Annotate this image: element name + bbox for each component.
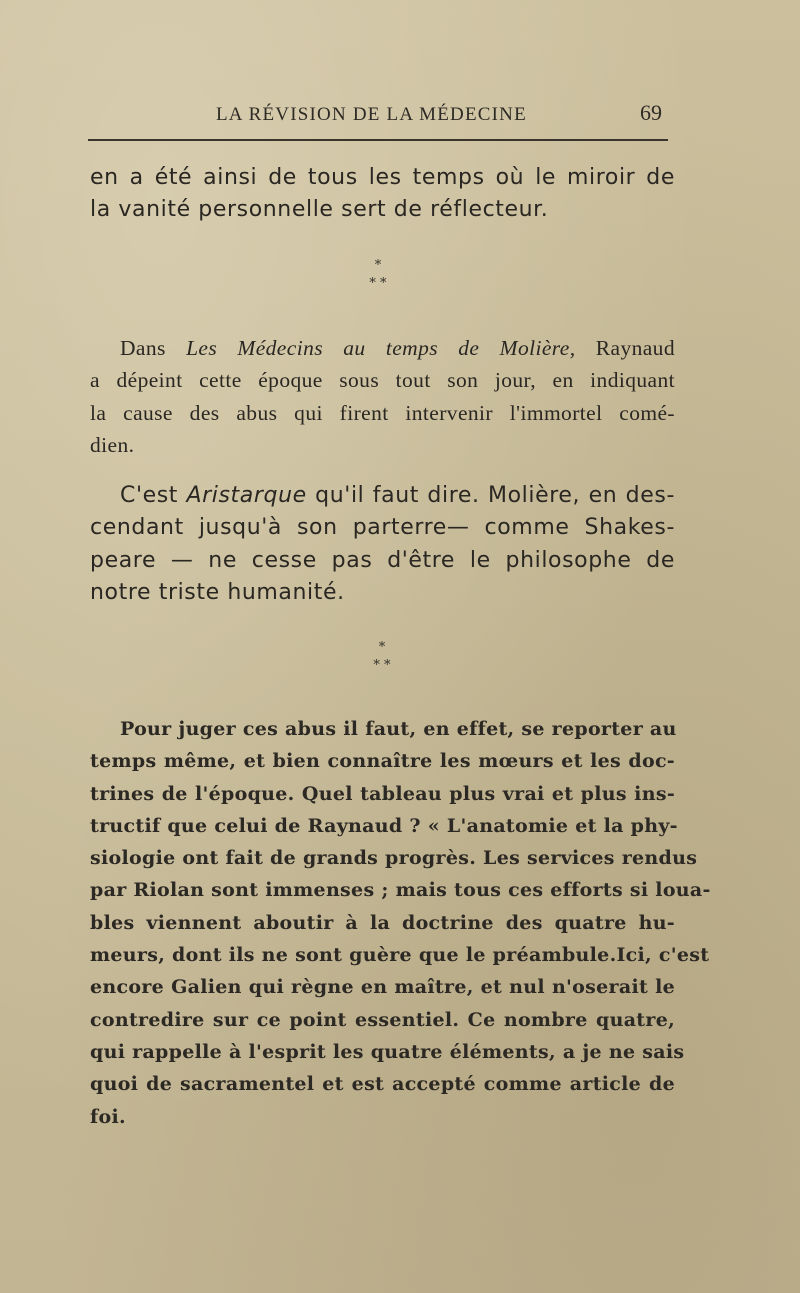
asterism-top: * <box>378 640 386 655</box>
text-fragment: Raynaud <box>575 336 675 360</box>
text-fragment: qu'il faut dire. Molière, en des- <box>306 483 675 508</box>
text-fragment: C'est <box>120 483 187 508</box>
text-line: par Riolan sont immenses ; mais tous ces efforts si loua- <box>90 879 711 902</box>
paragraph-3 <box>90 480 675 609</box>
text-line: temps même, et bien connaître les mœurs et les doc- <box>90 750 675 773</box>
play-title-italic: Aristarque <box>186 483 307 508</box>
text-line: notre triste humanité. <box>90 579 345 605</box>
text-line: Pour juger ces abus il faut, en effet, se reporter au <box>120 718 677 740</box>
text-line: la cause des abus qui firent intervenir l'immortel comé- <box>90 400 675 425</box>
asterism <box>352 640 412 673</box>
text-line: contredire sur ce point essentiel. Ce nombre quatre, <box>90 1008 675 1031</box>
text-line: trines de l'époque. Quel tableau plus vrai et plus ins- <box>90 782 675 805</box>
text-line: meurs, dont ils ne sont guère que le préambule.Ici, c'est <box>90 944 710 967</box>
text-line: qui rappelle à l'esprit les quatre éléments, a je ne sais <box>90 1040 685 1063</box>
text-line: quoi de sacramentel et est accepté comme article de <box>90 1073 675 1096</box>
text-line: la vanité personnelle sert de réflecteur. <box>90 197 549 223</box>
text-line: bles viennent aboutir à la doctrine des quatre hu- <box>90 911 675 934</box>
paragraph-2 <box>90 332 675 461</box>
running-title: LA RÉVISION DE LA MÉDECINE <box>216 104 527 125</box>
asterism-bottom: * * <box>373 658 391 673</box>
paragraph-1 <box>90 162 675 227</box>
asterism-top: * <box>374 258 382 273</box>
asterism-bottom: * * <box>369 276 387 291</box>
text-line: peare — ne cesse pas d'être le philosophe de <box>90 547 675 573</box>
text-line: tructif que celui de Raynaud ? « L'anatomie et la phy- <box>90 814 678 837</box>
text-line: en a été ainsi de tous les temps où le miroir de <box>90 165 675 190</box>
asterism <box>348 258 408 291</box>
text-line: encore Galien qui règne en maître, et nul n'oserait le <box>90 976 675 999</box>
text-line: dien. <box>90 432 135 457</box>
text-fragment: Dans <box>120 336 187 360</box>
text-line: siologie ont fait de grands progrès. Les services rendus <box>90 847 698 870</box>
page-number: 69 <box>640 100 662 125</box>
paragraph-4 <box>90 713 711 1133</box>
running-head <box>88 100 670 134</box>
header-rule <box>88 139 668 141</box>
book-title-italic: Les Médecins au temps de Molière, <box>186 336 576 360</box>
text-line: cendant jusqu'à son parterre— comme Shakes- <box>90 515 675 541</box>
text-line: foi. <box>90 1105 126 1128</box>
text-line: a dépeint cette époque sous tout son jour, en indiquant <box>90 368 675 393</box>
